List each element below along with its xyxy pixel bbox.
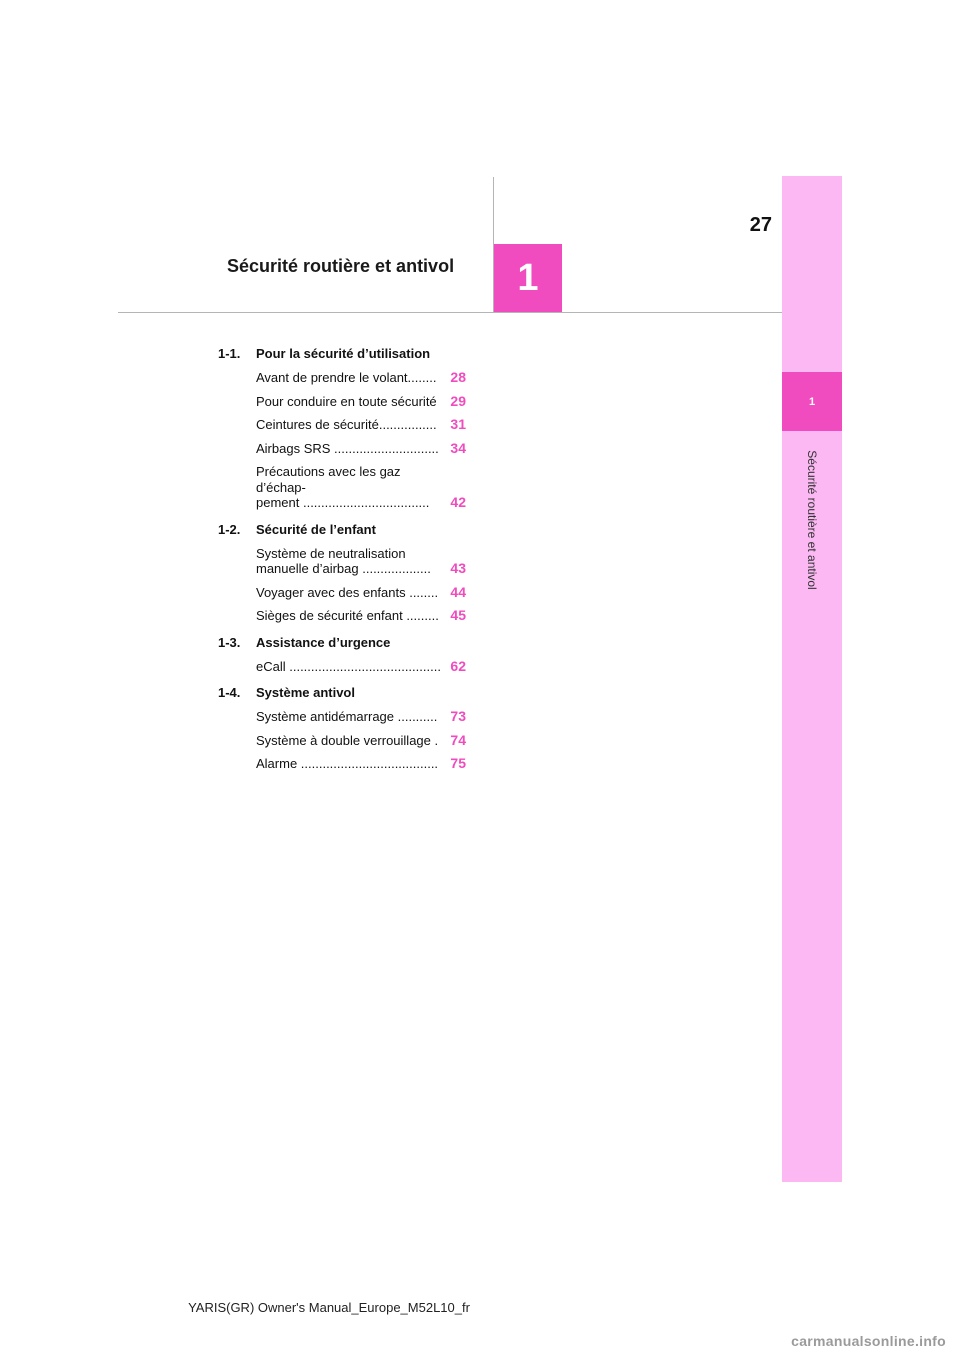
toc-entry[interactable]	[256, 733, 466, 749]
toc-section-title: Système antivol	[256, 685, 355, 700]
toc-entry[interactable]	[256, 756, 466, 772]
side-index-tab[interactable]: 1	[782, 372, 842, 431]
toc-entry-page-link[interactable]: 44	[450, 583, 466, 600]
table-of-contents	[218, 345, 466, 780]
toc-entry[interactable]	[256, 608, 466, 624]
toc-entry-page-link[interactable]: 42	[450, 494, 466, 510]
toc-entry-text: Ceintures de sécurité................	[256, 417, 437, 432]
toc-entry[interactable]	[256, 464, 466, 511]
toc-entry-text: Système de neutralisation manuelle d’airbag ...................	[256, 545, 431, 576]
toc-entry[interactable]	[256, 370, 466, 386]
toc-section-number: 1-4.	[218, 685, 241, 700]
toc-section-title: Sécurité de l’enfant	[256, 521, 376, 537]
toc-entry-text: Pour conduire en toute sécurité	[256, 393, 437, 409]
toc-entry-text: Airbags SRS .............................	[256, 440, 439, 456]
footer	[0, 1300, 960, 1315]
toc-entry[interactable]	[256, 441, 466, 457]
toc-entry-page-link[interactable]: 43	[450, 560, 466, 576]
toc-entry-text: Précautions avec les gaz d’échap- pement ...................................	[256, 464, 430, 510]
toc-section-heading	[218, 684, 466, 702]
toc-entry-text: Avant de prendre le volant........	[256, 370, 437, 385]
page-number: 27	[749, 214, 772, 236]
toc-entry-page-link[interactable]: 45	[450, 607, 466, 623]
toc-section-number: 1-1.	[218, 346, 241, 361]
toc-entry-page-link[interactable]: 62	[450, 657, 466, 674]
toc-entry-page-link[interactable]: 75	[450, 755, 466, 771]
toc-section-number: 1-3.	[218, 634, 241, 650]
toc-entry-text: Voyager avec des enfants ........	[256, 584, 439, 600]
footer-text: YARIS(GR) Owner's Manual_Europe_M52L10_fr	[188, 1300, 470, 1315]
toc-entry[interactable]	[256, 394, 466, 410]
toc-entry[interactable]	[256, 585, 466, 601]
toc-entry-text: Alarme ......................................	[256, 756, 439, 771]
toc-section-heading	[218, 634, 466, 652]
header-horizontal-rule	[118, 312, 782, 313]
toc-entry-text: Système antidémarrage ...........	[256, 709, 438, 724]
toc-section-number: 1-2.	[218, 521, 241, 537]
toc-entry-page-link[interactable]: 34	[450, 439, 466, 456]
toc-entry-text: Sièges de sécurité enfant .........	[256, 608, 439, 623]
chapter-title: Sécurité routière et antivol	[227, 256, 455, 276]
toc-entry-page-link[interactable]: 73	[450, 708, 466, 724]
side-index-label: Sécurité routière et antivol	[805, 450, 819, 590]
toc-entry-page-link[interactable]: 29	[450, 392, 466, 409]
toc-entry[interactable]	[256, 709, 466, 725]
toc-entry-text: eCall ..........................................	[256, 658, 441, 674]
toc-entry-text: Système à double verrouillage .	[256, 732, 439, 748]
toc-entry[interactable]	[256, 546, 466, 577]
toc-entry[interactable]	[256, 417, 466, 433]
toc-section-heading	[218, 345, 466, 363]
watermark: carmanualsonline.info	[791, 1333, 946, 1349]
toc-section-title: Assistance d’urgence	[256, 634, 391, 650]
toc-entry-page-link[interactable]: 28	[450, 369, 466, 385]
side-index-strip	[782, 176, 842, 1182]
toc-section-title: Pour la sécurité d’utilisation	[256, 346, 431, 361]
toc-entry-page-link[interactable]: 74	[450, 731, 466, 748]
toc-entry-page-link[interactable]: 31	[450, 416, 466, 432]
chapter-number-box: 1	[494, 244, 562, 312]
toc-entry[interactable]	[256, 659, 466, 675]
toc-section-heading	[218, 521, 466, 539]
